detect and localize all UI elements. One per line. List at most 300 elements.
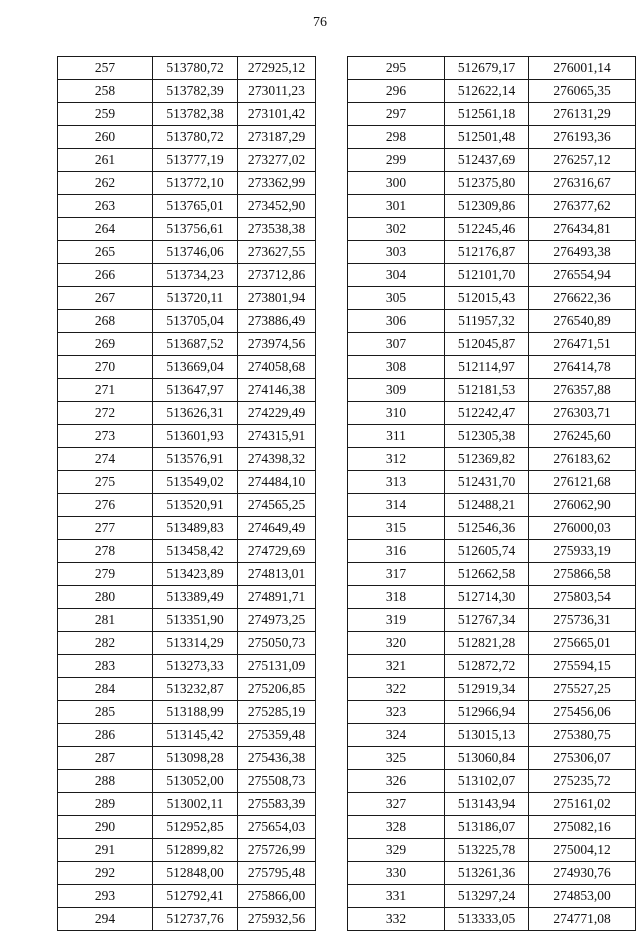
x-coordinate-cell: 512101,70: [445, 264, 529, 287]
point-number-cell: 283: [58, 655, 153, 678]
y-coordinate-cell: 276062,90: [529, 494, 636, 517]
point-number-cell: 306: [348, 310, 445, 333]
table-row: [58, 540, 316, 563]
point-number-cell: 293: [58, 885, 153, 908]
point-number-cell: 291: [58, 839, 153, 862]
table-row: [348, 379, 636, 402]
y-coordinate-cell: 275665,01: [529, 632, 636, 655]
point-number-cell: 321: [348, 655, 445, 678]
point-number-cell: 294: [58, 908, 153, 931]
table-row: [348, 724, 636, 747]
table-row: [58, 816, 316, 839]
y-coordinate-cell: 274930,76: [529, 862, 636, 885]
x-coordinate-cell: 512045,87: [445, 333, 529, 356]
table-row: [58, 379, 316, 402]
point-number-cell: 282: [58, 632, 153, 655]
x-coordinate-cell: 513687,52: [153, 333, 238, 356]
table-row: [348, 632, 636, 655]
y-coordinate-cell: 275932,56: [238, 908, 316, 931]
x-coordinate-cell: 513734,23: [153, 264, 238, 287]
table-row: [58, 793, 316, 816]
table-row: [348, 402, 636, 425]
point-number-cell: 275: [58, 471, 153, 494]
point-number-cell: 323: [348, 701, 445, 724]
y-coordinate-cell: 273277,02: [238, 149, 316, 172]
point-number-cell: 327: [348, 793, 445, 816]
x-coordinate-cell: 513098,28: [153, 747, 238, 770]
y-coordinate-cell: 276622,36: [529, 287, 636, 310]
y-coordinate-cell: 276000,03: [529, 517, 636, 540]
y-coordinate-cell: 272925,12: [238, 57, 316, 80]
x-coordinate-cell: 513576,91: [153, 448, 238, 471]
y-coordinate-cell: 275285,19: [238, 701, 316, 724]
table-row: [348, 356, 636, 379]
x-coordinate-cell: 513601,93: [153, 425, 238, 448]
table-row: [348, 586, 636, 609]
y-coordinate-cell: 273187,29: [238, 126, 316, 149]
x-coordinate-cell: 512737,76: [153, 908, 238, 931]
y-coordinate-cell: 276377,62: [529, 195, 636, 218]
y-coordinate-cell: 273452,90: [238, 195, 316, 218]
x-coordinate-cell: 511957,32: [445, 310, 529, 333]
y-coordinate-cell: 276414,78: [529, 356, 636, 379]
table-row: [348, 195, 636, 218]
point-number-cell: 299: [348, 149, 445, 172]
x-coordinate-cell: 512821,28: [445, 632, 529, 655]
point-number-cell: 311: [348, 425, 445, 448]
table-row: [58, 57, 316, 80]
point-number-cell: 271: [58, 379, 153, 402]
table-row: [348, 655, 636, 678]
point-number-cell: 277: [58, 517, 153, 540]
y-coordinate-cell: 275866,58: [529, 563, 636, 586]
coordinates-table-left: [57, 56, 316, 931]
y-coordinate-cell: 275050,73: [238, 632, 316, 655]
table-row: [58, 80, 316, 103]
x-coordinate-cell: 513489,83: [153, 517, 238, 540]
x-coordinate-cell: 512437,69: [445, 149, 529, 172]
table-row: [58, 563, 316, 586]
x-coordinate-cell: 512872,72: [445, 655, 529, 678]
y-coordinate-cell: 274484,10: [238, 471, 316, 494]
point-number-cell: 262: [58, 172, 153, 195]
x-coordinate-cell: 513780,72: [153, 57, 238, 80]
y-coordinate-cell: 275235,72: [529, 770, 636, 793]
table-row: [58, 425, 316, 448]
x-coordinate-cell: 513143,94: [445, 793, 529, 816]
point-number-cell: 257: [58, 57, 153, 80]
y-coordinate-cell: 276554,94: [529, 264, 636, 287]
y-coordinate-cell: 273712,86: [238, 264, 316, 287]
x-coordinate-cell: 513052,00: [153, 770, 238, 793]
y-coordinate-cell: 275082,16: [529, 816, 636, 839]
x-coordinate-cell: 513626,31: [153, 402, 238, 425]
point-number-cell: 279: [58, 563, 153, 586]
x-coordinate-cell: 512114,97: [445, 356, 529, 379]
point-number-cell: 320: [348, 632, 445, 655]
table-row: [348, 241, 636, 264]
x-coordinate-cell: 512242,47: [445, 402, 529, 425]
table-row: [58, 586, 316, 609]
y-coordinate-cell: 275306,07: [529, 747, 636, 770]
point-number-cell: 260: [58, 126, 153, 149]
x-coordinate-cell: 513351,90: [153, 609, 238, 632]
point-number-cell: 286: [58, 724, 153, 747]
y-coordinate-cell: 275359,48: [238, 724, 316, 747]
y-coordinate-cell: 275206,85: [238, 678, 316, 701]
x-coordinate-cell: 512305,38: [445, 425, 529, 448]
table-row: [348, 264, 636, 287]
x-coordinate-cell: 512767,34: [445, 609, 529, 632]
x-coordinate-cell: 512714,30: [445, 586, 529, 609]
x-coordinate-cell: 512966,94: [445, 701, 529, 724]
x-coordinate-cell: 513777,19: [153, 149, 238, 172]
y-coordinate-cell: 273538,38: [238, 218, 316, 241]
y-coordinate-cell: 275436,38: [238, 747, 316, 770]
point-number-cell: 284: [58, 678, 153, 701]
table-row: [58, 885, 316, 908]
point-number-cell: 267: [58, 287, 153, 310]
point-number-cell: 268: [58, 310, 153, 333]
point-number-cell: 261: [58, 149, 153, 172]
point-number-cell: 310: [348, 402, 445, 425]
x-coordinate-cell: 512622,14: [445, 80, 529, 103]
x-coordinate-cell: 513705,04: [153, 310, 238, 333]
y-coordinate-cell: 276493,38: [529, 241, 636, 264]
table-row: [348, 80, 636, 103]
x-coordinate-cell: 512848,00: [153, 862, 238, 885]
y-coordinate-cell: 275004,12: [529, 839, 636, 862]
x-coordinate-cell: 512899,82: [153, 839, 238, 862]
y-coordinate-cell: 275654,03: [238, 816, 316, 839]
table-row: [58, 356, 316, 379]
table-row: [58, 701, 316, 724]
y-coordinate-cell: 274398,32: [238, 448, 316, 471]
y-coordinate-cell: 275527,25: [529, 678, 636, 701]
x-coordinate-cell: 513423,89: [153, 563, 238, 586]
x-coordinate-cell: 513232,87: [153, 678, 238, 701]
point-number-cell: 270: [58, 356, 153, 379]
point-number-cell: 273: [58, 425, 153, 448]
point-number-cell: 300: [348, 172, 445, 195]
table-row: [348, 908, 636, 931]
y-coordinate-cell: 274146,38: [238, 379, 316, 402]
y-coordinate-cell: 276471,51: [529, 333, 636, 356]
y-coordinate-cell: 276540,89: [529, 310, 636, 333]
x-coordinate-cell: 512546,36: [445, 517, 529, 540]
point-number-cell: 290: [58, 816, 153, 839]
x-coordinate-cell: 513060,84: [445, 747, 529, 770]
point-number-cell: 298: [348, 126, 445, 149]
x-coordinate-cell: 513015,13: [445, 724, 529, 747]
point-number-cell: 330: [348, 862, 445, 885]
y-coordinate-cell: 275803,54: [529, 586, 636, 609]
table-row: [58, 103, 316, 126]
table-row: [348, 57, 636, 80]
point-number-cell: 281: [58, 609, 153, 632]
x-coordinate-cell: 513647,97: [153, 379, 238, 402]
x-coordinate-cell: 512245,46: [445, 218, 529, 241]
page-number: 76: [313, 15, 327, 30]
table-row: [58, 678, 316, 701]
x-coordinate-cell: 513225,78: [445, 839, 529, 862]
table-row: [348, 701, 636, 724]
x-coordinate-cell: 513746,06: [153, 241, 238, 264]
table-row: [58, 494, 316, 517]
x-coordinate-cell: 512792,41: [153, 885, 238, 908]
y-coordinate-cell: 276131,29: [529, 103, 636, 126]
y-coordinate-cell: 275726,99: [238, 839, 316, 862]
point-number-cell: 280: [58, 586, 153, 609]
table-row: [58, 747, 316, 770]
table-row: [348, 540, 636, 563]
x-coordinate-cell: 512431,70: [445, 471, 529, 494]
x-coordinate-cell: 513520,91: [153, 494, 238, 517]
table-row: [58, 218, 316, 241]
table-row: [348, 747, 636, 770]
y-coordinate-cell: 275508,73: [238, 770, 316, 793]
table-row: [348, 816, 636, 839]
x-coordinate-cell: 513186,07: [445, 816, 529, 839]
y-coordinate-cell: 276357,88: [529, 379, 636, 402]
point-number-cell: 324: [348, 724, 445, 747]
table-row: [58, 149, 316, 172]
table-row: [348, 885, 636, 908]
point-number-cell: 296: [348, 80, 445, 103]
x-coordinate-cell: 512309,86: [445, 195, 529, 218]
table-row: [58, 195, 316, 218]
y-coordinate-cell: 276001,14: [529, 57, 636, 80]
x-coordinate-cell: 512176,87: [445, 241, 529, 264]
y-coordinate-cell: 274853,00: [529, 885, 636, 908]
point-number-cell: 309: [348, 379, 445, 402]
point-number-cell: 314: [348, 494, 445, 517]
x-coordinate-cell: 512662,58: [445, 563, 529, 586]
y-coordinate-cell: 274058,68: [238, 356, 316, 379]
point-number-cell: 285: [58, 701, 153, 724]
x-coordinate-cell: 513780,72: [153, 126, 238, 149]
y-coordinate-cell: 274891,71: [238, 586, 316, 609]
y-coordinate-cell: 276121,68: [529, 471, 636, 494]
point-number-cell: 304: [348, 264, 445, 287]
table-row: [348, 563, 636, 586]
table-row: [348, 862, 636, 885]
point-number-cell: 287: [58, 747, 153, 770]
point-number-cell: 264: [58, 218, 153, 241]
table-row: [348, 471, 636, 494]
table-row: [58, 264, 316, 287]
table-row: [348, 678, 636, 701]
x-coordinate-cell: 513188,99: [153, 701, 238, 724]
x-coordinate-cell: 512605,74: [445, 540, 529, 563]
table-row: [58, 862, 316, 885]
point-number-cell: 305: [348, 287, 445, 310]
y-coordinate-cell: 274649,49: [238, 517, 316, 540]
x-coordinate-cell: 513333,05: [445, 908, 529, 931]
x-coordinate-cell: 512952,85: [153, 816, 238, 839]
point-number-cell: 325: [348, 747, 445, 770]
y-coordinate-cell: 273011,23: [238, 80, 316, 103]
x-coordinate-cell: 513772,10: [153, 172, 238, 195]
table-row: [348, 287, 636, 310]
point-number-cell: 297: [348, 103, 445, 126]
x-coordinate-cell: 513782,39: [153, 80, 238, 103]
table-row: [348, 517, 636, 540]
point-number-cell: 307: [348, 333, 445, 356]
x-coordinate-cell: 512679,17: [445, 57, 529, 80]
y-coordinate-cell: 274771,08: [529, 908, 636, 931]
y-coordinate-cell: 273362,99: [238, 172, 316, 195]
table-row: [58, 908, 316, 931]
y-coordinate-cell: 274813,01: [238, 563, 316, 586]
point-number-cell: 331: [348, 885, 445, 908]
table-row: [58, 172, 316, 195]
x-coordinate-cell: 513549,02: [153, 471, 238, 494]
table-row: [58, 287, 316, 310]
y-coordinate-cell: 276065,35: [529, 80, 636, 103]
table-row: [348, 425, 636, 448]
x-coordinate-cell: 512375,80: [445, 172, 529, 195]
x-coordinate-cell: 513669,04: [153, 356, 238, 379]
table-row: [58, 609, 316, 632]
point-number-cell: 317: [348, 563, 445, 586]
point-number-cell: 326: [348, 770, 445, 793]
table-row: [58, 402, 316, 425]
y-coordinate-cell: 275736,31: [529, 609, 636, 632]
point-number-cell: 276: [58, 494, 153, 517]
x-coordinate-cell: 513765,01: [153, 195, 238, 218]
y-coordinate-cell: 274229,49: [238, 402, 316, 425]
y-coordinate-cell: 275795,48: [238, 862, 316, 885]
x-coordinate-cell: 513720,11: [153, 287, 238, 310]
x-coordinate-cell: 512369,82: [445, 448, 529, 471]
table-row: [58, 770, 316, 793]
table-row: [348, 793, 636, 816]
y-coordinate-cell: 274973,25: [238, 609, 316, 632]
y-coordinate-cell: 276303,71: [529, 402, 636, 425]
point-number-cell: 316: [348, 540, 445, 563]
table-row: [58, 724, 316, 747]
point-number-cell: 312: [348, 448, 445, 471]
y-coordinate-cell: 275594,15: [529, 655, 636, 678]
table-row: [348, 333, 636, 356]
x-coordinate-cell: 512015,43: [445, 287, 529, 310]
table-row: [348, 172, 636, 195]
point-number-cell: 302: [348, 218, 445, 241]
x-coordinate-cell: 512488,21: [445, 494, 529, 517]
y-coordinate-cell: 275866,00: [238, 885, 316, 908]
y-coordinate-cell: 275131,09: [238, 655, 316, 678]
point-number-cell: 322: [348, 678, 445, 701]
point-number-cell: 292: [58, 862, 153, 885]
y-coordinate-cell: 274565,25: [238, 494, 316, 517]
x-coordinate-cell: 513756,61: [153, 218, 238, 241]
table-row: [58, 126, 316, 149]
table-row: [348, 218, 636, 241]
table-row: [348, 149, 636, 172]
x-coordinate-cell: 513002,11: [153, 793, 238, 816]
x-coordinate-cell: 513261,36: [445, 862, 529, 885]
table-row: [58, 517, 316, 540]
x-coordinate-cell: 513297,24: [445, 885, 529, 908]
point-number-cell: 308: [348, 356, 445, 379]
table-row: [348, 448, 636, 471]
table-row: [348, 103, 636, 126]
table-row: [58, 471, 316, 494]
x-coordinate-cell: 512561,18: [445, 103, 529, 126]
table-row: [58, 448, 316, 471]
y-coordinate-cell: 275456,06: [529, 701, 636, 724]
x-coordinate-cell: 513314,29: [153, 632, 238, 655]
y-coordinate-cell: 276183,62: [529, 448, 636, 471]
x-coordinate-cell: 513782,38: [153, 103, 238, 126]
point-number-cell: 265: [58, 241, 153, 264]
table-row: [58, 839, 316, 862]
y-coordinate-cell: 276434,81: [529, 218, 636, 241]
table-row: [58, 310, 316, 333]
point-number-cell: 319: [348, 609, 445, 632]
y-coordinate-cell: 273627,55: [238, 241, 316, 264]
y-coordinate-cell: 275583,39: [238, 793, 316, 816]
x-coordinate-cell: 513389,49: [153, 586, 238, 609]
x-coordinate-cell: 513273,33: [153, 655, 238, 678]
coordinates-table-right: [347, 56, 636, 931]
point-number-cell: 288: [58, 770, 153, 793]
y-coordinate-cell: 276316,67: [529, 172, 636, 195]
y-coordinate-cell: 273886,49: [238, 310, 316, 333]
table-row: [348, 310, 636, 333]
point-number-cell: 289: [58, 793, 153, 816]
y-coordinate-cell: 276257,12: [529, 149, 636, 172]
x-coordinate-cell: 513145,42: [153, 724, 238, 747]
table-row: [348, 839, 636, 862]
y-coordinate-cell: 276193,36: [529, 126, 636, 149]
point-number-cell: 315: [348, 517, 445, 540]
table-row: [58, 333, 316, 356]
point-number-cell: 313: [348, 471, 445, 494]
y-coordinate-cell: 275161,02: [529, 793, 636, 816]
point-number-cell: 272: [58, 402, 153, 425]
x-coordinate-cell: 512501,48: [445, 126, 529, 149]
y-coordinate-cell: 273801,94: [238, 287, 316, 310]
y-coordinate-cell: 274729,69: [238, 540, 316, 563]
table-row: [58, 241, 316, 264]
point-number-cell: 263: [58, 195, 153, 218]
point-number-cell: 301: [348, 195, 445, 218]
y-coordinate-cell: 274315,91: [238, 425, 316, 448]
point-number-cell: 278: [58, 540, 153, 563]
x-coordinate-cell: 513102,07: [445, 770, 529, 793]
point-number-cell: 328: [348, 816, 445, 839]
y-coordinate-cell: 273101,42: [238, 103, 316, 126]
y-coordinate-cell: 276245,60: [529, 425, 636, 448]
table-row: [348, 770, 636, 793]
point-number-cell: 266: [58, 264, 153, 287]
point-number-cell: 295: [348, 57, 445, 80]
table-row: [58, 632, 316, 655]
table-row: [58, 655, 316, 678]
point-number-cell: 318: [348, 586, 445, 609]
point-number-cell: 258: [58, 80, 153, 103]
point-number-cell: 303: [348, 241, 445, 264]
point-number-cell: 332: [348, 908, 445, 931]
x-coordinate-cell: 512919,34: [445, 678, 529, 701]
y-coordinate-cell: 273974,56: [238, 333, 316, 356]
point-number-cell: 274: [58, 448, 153, 471]
y-coordinate-cell: 275380,75: [529, 724, 636, 747]
point-number-cell: 329: [348, 839, 445, 862]
point-number-cell: 269: [58, 333, 153, 356]
